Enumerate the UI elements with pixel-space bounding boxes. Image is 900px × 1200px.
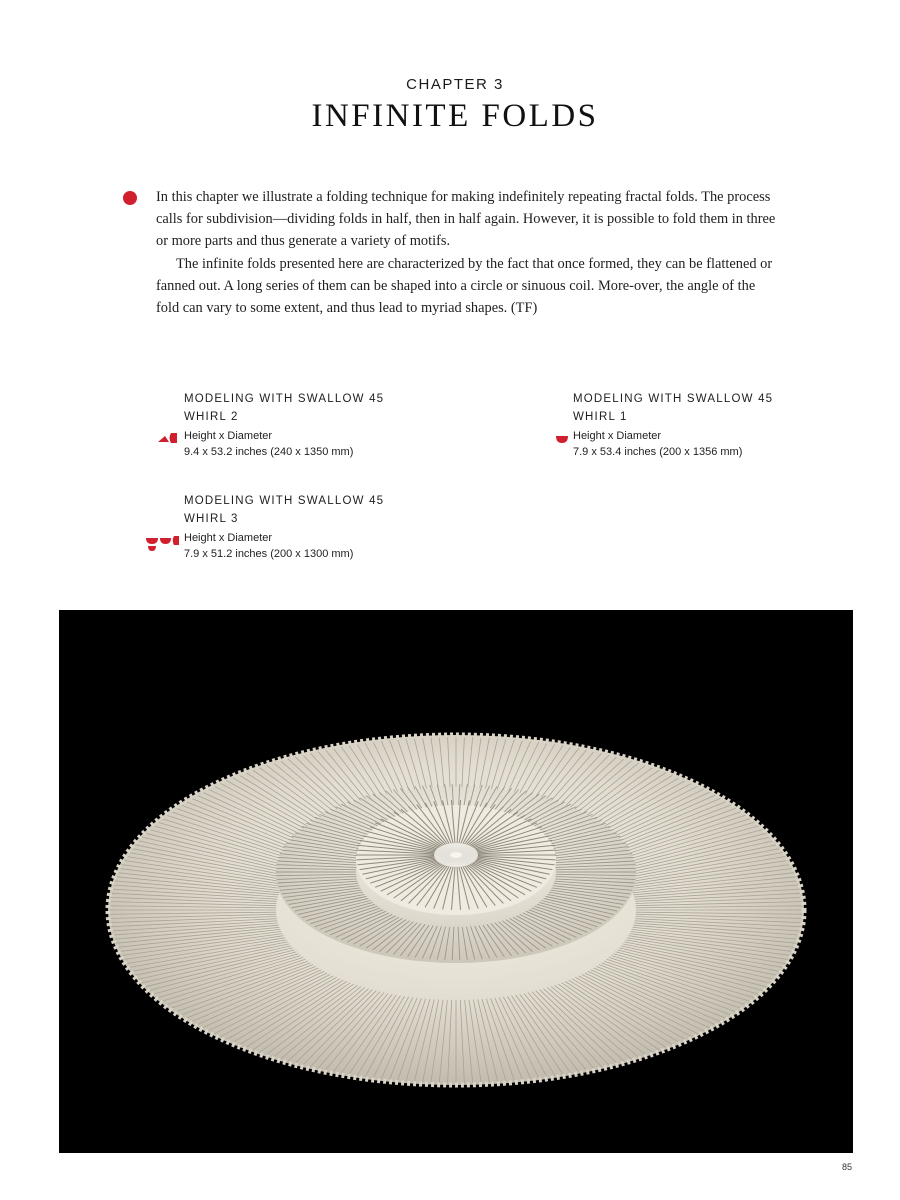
spec-whirl-line: WHIRL 1: [573, 411, 628, 423]
spec-dimension-label: Height x Diameter: [573, 430, 662, 442]
spec-whirl-line: WHIRL 3: [184, 513, 239, 525]
intro-paragraph-1: In this chapter we illustrate a folding technique for making indefinitely repeating fractal folds. The process calls for subdivision—dividing folds in half, then in half again. However, it is possible to fold them in three or more parts and thus generate a variety of motifs.: [156, 189, 776, 250]
spec-model-line: MODELING WITH SWALLOW 45: [573, 393, 774, 405]
spec-dimension-value: 7.9 x 53.4 inches (200 x 1356 mm): [573, 446, 743, 458]
spec-whirl-3: [184, 492, 384, 562]
spec-whirl-1: [573, 390, 773, 460]
page-number: 85: [841, 1162, 852, 1172]
spec-dimension-value: 7.9 x 51.2 inches (200 x 1300 mm): [184, 548, 354, 560]
folded-paper-whirl-image: [59, 610, 853, 1153]
spec-model-line: MODELING WITH SWALLOW 45: [184, 393, 385, 405]
spec-whirl-2: [184, 390, 384, 460]
intro-text: [156, 186, 776, 319]
spec-whirl-line: WHIRL 2: [184, 411, 239, 423]
spec-dimension-value: 9.4 x 53.2 inches (240 x 1350 mm): [184, 446, 354, 458]
fold-pair-icon: [157, 432, 179, 444]
fold-triple-icon: [144, 534, 180, 552]
spec-dimension-label: Height x Diameter: [184, 430, 273, 442]
whirl-photograph: [59, 610, 853, 1153]
chapter-title: INFINITE FOLDS: [311, 98, 599, 134]
fold-single-icon: [555, 434, 569, 444]
chapter-label: CHAPTER 3: [406, 76, 504, 93]
intro-paragraph-2: The infinite folds presented here are characterized by the fact that once formed, they can be flattened or fanned out. A long series of them can be shaped into a circle or sinuous coil. More-over, the angle of the fold can vary to some extent, and thus lead to myriad shapes. (TF): [156, 255, 773, 317]
spec-dimension-label: Height x Diameter: [184, 532, 273, 544]
spec-model-line: MODELING WITH SWALLOW 45: [184, 495, 385, 507]
red-bullet-icon: [123, 191, 137, 205]
